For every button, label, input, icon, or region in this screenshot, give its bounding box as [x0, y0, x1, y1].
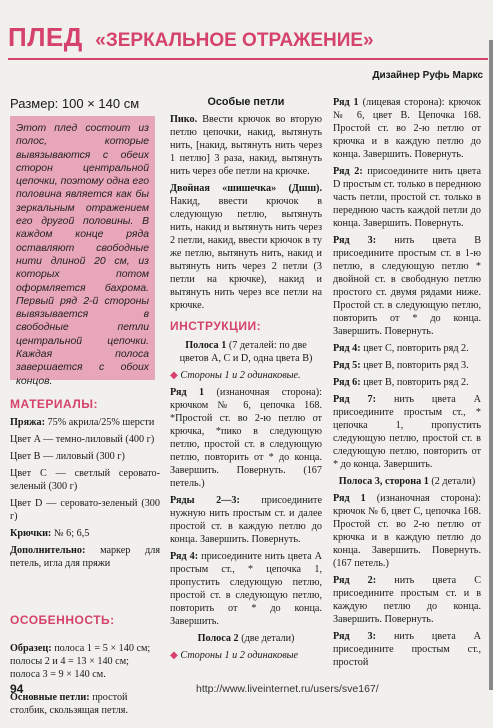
- s3-row3-text: нить цвета A присоедините простым ст., простой: [333, 631, 481, 668]
- extra-label: Дополнительно:: [10, 545, 86, 556]
- instructions-heading: ИНСТРУКЦИИ:: [170, 319, 262, 333]
- bullet-icon: ◆: [170, 370, 178, 381]
- hooks-label: Крючки:: [10, 528, 52, 539]
- sample-value: полоса 1 = 5 × 140 см; полосы 2 и 4 = 13 × 140 см; полоса 3 = 9 × 140 см.: [10, 643, 151, 681]
- column-2: [170, 96, 322, 666]
- same-sides-note: Стороны 1 и 2 одинаковые.: [180, 370, 301, 381]
- title-divider: [8, 58, 488, 60]
- title-main: ПЛЕД: [8, 22, 83, 52]
- c3-row1-label: Ряд 1: [333, 97, 359, 108]
- picot-label: Пико.: [170, 114, 198, 125]
- strip2-label: Полоса 2: [197, 633, 239, 644]
- sample-label: Образец:: [10, 643, 52, 655]
- s3-row1-text: (изнаночная сторона): крючок № 6, цвет C, цепочка 168. Простой ст. во 2-ю петлю от крючка и в каждую петлю до конца. Завершить. Повернуть. (167 петель.): [333, 493, 481, 569]
- intro-box: [10, 116, 155, 387]
- rows23-label: Ряды 2—3:: [170, 495, 240, 506]
- row1-label: Ряд 1: [170, 387, 205, 398]
- picot-text: Ввести крючок во вторую петлю цепочки, накид, вытянуть нить, [накид, вытянуть нить через 1 петлю] 3 раза, накид, вытянуть нить через обе петли на крючке.: [170, 114, 322, 177]
- page-number: 94: [10, 682, 24, 696]
- row4-text: присоедините нить цвета A простым ст., * цепочка 1, пропустить следующую петлю, простой ст. в следующую петлю, повторить от * до конца. Завершить.: [170, 551, 322, 627]
- strip3-note: (2 детали): [431, 476, 476, 487]
- puff-text: Накид, ввести крючок в следующую петлю, вытянуть нить, накид и вытянуть нить через 2 петли, накид, ввести крючок в ту же петлю, вытянуть нить, накид и вытянуть нить через 2 петли (3 петли на крючке), накид и вытянуть нить через все петли на крючке.: [170, 196, 322, 311]
- rows23-text: присоедините нужную нить простым ст. и далее простой ст. в каждую петлю до конца. Завершить. Повернуть.: [170, 495, 322, 545]
- c3-row4-text: цвет C, повторить ряд 2.: [363, 343, 469, 354]
- yarn-value: 75% акрила/25% шерсти: [47, 417, 155, 428]
- puff-label: Двойная «шишечка» (Дшш).: [170, 183, 322, 194]
- page-title: [8, 22, 488, 53]
- color-b: Цвет B — лиловый (300 г): [10, 451, 125, 462]
- special-heading: Особые петли: [207, 96, 285, 108]
- page-spine: [489, 40, 493, 690]
- c3-row6-label: Ряд 6:: [333, 377, 361, 388]
- features-section: [10, 632, 160, 728]
- c3-row7-text: нить цвета A присоедините простым ст., * цепочка 1, пропустить следующую петлю, простой ст. в следующую петлю, повторить от * до конца. Завершить.: [333, 394, 481, 470]
- row4-label: Ряд 4:: [170, 551, 199, 562]
- stitches-label: Основные петли:: [10, 692, 90, 704]
- hooks-value: № 6; 6,5: [53, 528, 90, 539]
- c3-row6-text: цвет B, повторить ряд 2.: [363, 377, 469, 388]
- stitches-value: простой столбик, скользящая петля.: [10, 692, 129, 717]
- designer-credit: Дизайнер Руфь Маркс: [372, 70, 483, 81]
- strip1-note: (7 деталей: по две цветов A, C и D, одна цвета B): [179, 340, 313, 364]
- c3-row5-text: цвет B, повторить ряд 3.: [363, 360, 469, 371]
- s3-row2-label: Ряд 2:: [333, 575, 377, 586]
- s3-row2-text: нить цвета C присоедините простым ст. и в каждую петлю до конца. Завершить. Повернуть.: [333, 575, 481, 625]
- c3-row2-text: присоедините нить цвета D простым ст. только в переднюю часть петли, простой ст. только в переднюю часть каждой петли до конца. Завершить. Повернуть.: [333, 166, 481, 229]
- color-a: Цвет A — темно-лиловый (400 г): [10, 434, 155, 445]
- strip2-note: (две детали): [241, 633, 295, 644]
- intro-text: Этот плед состоит из полос, которые вывязываются с обеих сторон центральной цепочки, поэтому одна его половина является как бы зеркальным отражением его другой половины. В каждом конце ряда оставляют свободные нити длиной 20 см, из которых потом оформляется бахрома. Первый ряд 2-й стороны вывязывается в свободные петли центральной цепочки. Каждая полоса завершается с обоих концов.: [16, 123, 149, 387]
- c3-row3-label: Ряд 3:: [333, 235, 377, 246]
- strip1-label: Полоса 1: [185, 340, 227, 351]
- column-3: [333, 96, 481, 673]
- c3-row3-text: нить цвета B присоедините простым ст. в 1-ю петлю, в следующую петлю * двойной ст. в свободную петлю простого ст. двумя рядами ниже. Простой ст. в следующую петлю, повторить от * до конца. Завершить. Повернуть.: [333, 235, 481, 337]
- size-line: Размер: 100 × 140 см: [10, 96, 140, 111]
- c3-row2-label: Ряд 2:: [333, 166, 363, 177]
- yarn-label: Пряжа:: [10, 417, 45, 428]
- bullet-icon: ◆: [170, 650, 178, 661]
- s3-row1-label: Ряд 1: [333, 493, 366, 504]
- materials-heading: МАТЕРИАЛЫ:: [10, 397, 99, 411]
- color-d: Цвет D — серовато-зеленый (300 г): [10, 498, 160, 522]
- same-sides-note-2: Стороны 1 и 2 одинаковые: [180, 650, 299, 661]
- c3-row4-label: Ряд 4:: [333, 343, 361, 354]
- features-heading: ОСОБЕННОСТЬ:: [10, 613, 115, 627]
- c3-row1-text: (лицевая сторона): крючок № 6, цвет B. Цепочка 168. Простой ст. во 2-ю петлю от крючка и в каждую петлю до конца. Завершить. Повернуть.: [333, 97, 481, 160]
- c3-row7-label: Ряд 7:: [333, 394, 377, 405]
- row1-text: (изнаночная сторона): крючком № 6, цепочка 168. *Простой ст. во 2-ю петлю от крючка, *пико в следующую петлю, простой ст. в следующую петлю, повторить от * до конца. Завершить. Повернуть. (167 петель.): [170, 387, 323, 489]
- materials-section: [10, 416, 160, 574]
- extra-value: маркер для петель, игла для пряжи: [10, 545, 160, 569]
- title-sub: «ЗЕРКАЛЬНОЕ ОТРАЖЕНИЕ»: [95, 30, 374, 51]
- color-c: Цвет C — светлый серовато-зеленый (300 г): [10, 468, 160, 492]
- source-url[interactable]: http://www.liveinternet.ru/users/sve167/: [196, 683, 379, 695]
- c3-row5-label: Ряд 5:: [333, 360, 361, 371]
- s3-row3-label: Ряд 3:: [333, 631, 377, 642]
- strip3-label: Полоса 3, сторона 1: [338, 476, 429, 487]
